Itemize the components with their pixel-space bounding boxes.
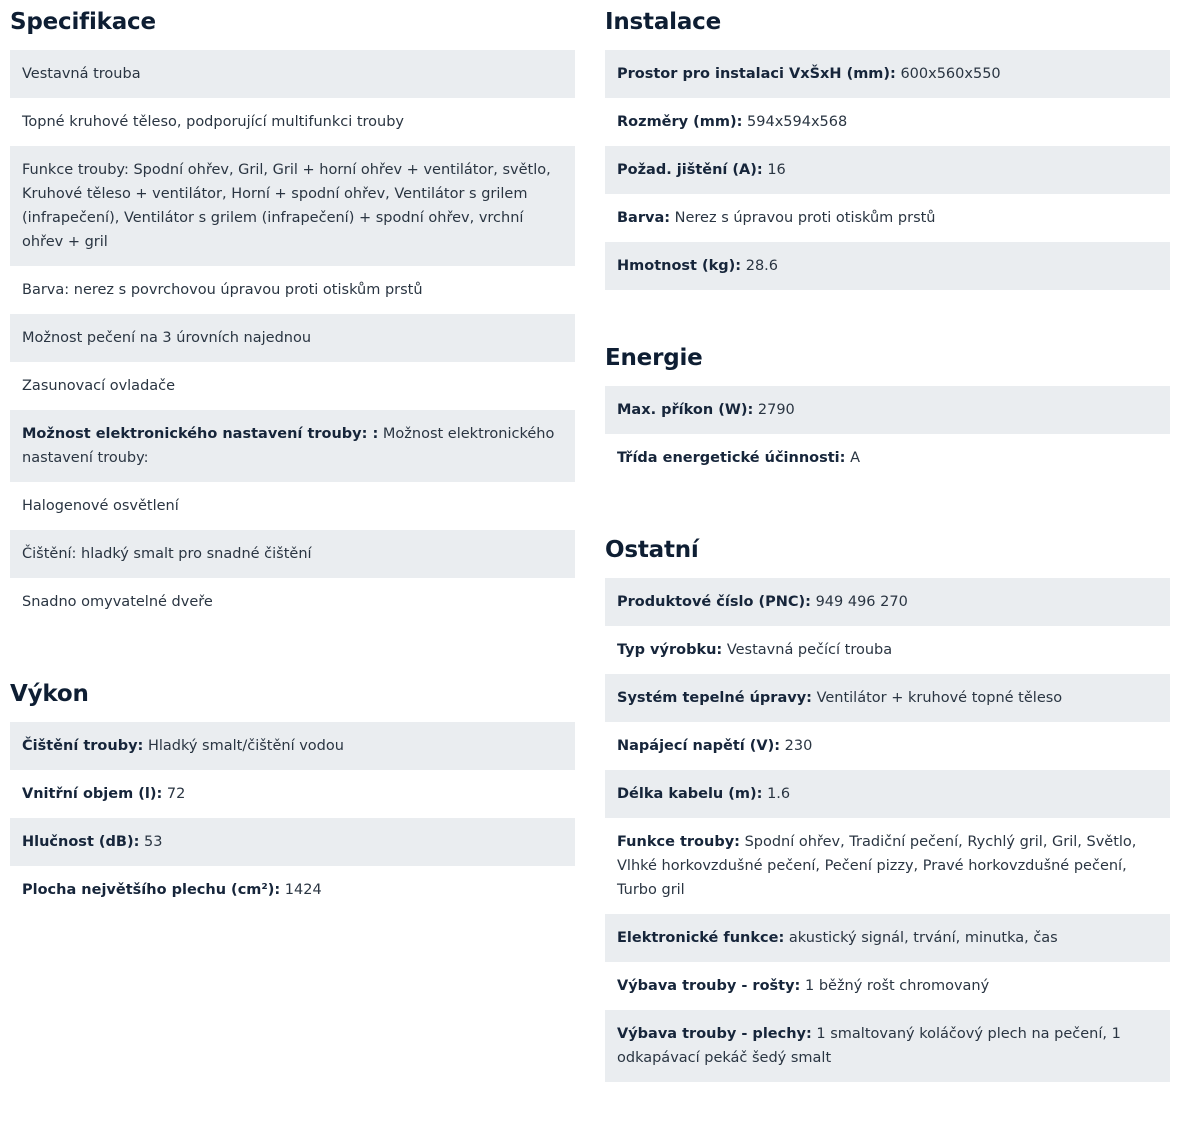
spec-value: Snadno omyvatelné dveře — [22, 594, 213, 610]
spec-value: Halogenové osvětlení — [22, 498, 179, 514]
spec-value: Vestavná pečící trouba — [726, 642, 893, 658]
spec-label: Barva: — [617, 210, 671, 226]
section-specifikace — [10, 0, 575, 626]
spec-row — [10, 410, 575, 482]
spec-label: Funkce trouby: — [617, 834, 740, 850]
spec-label: Vnitřní objem (l): — [22, 786, 163, 802]
spec-value: Hladký smalt/čištění vodou — [147, 738, 344, 754]
spec-label: Max. příkon (W): — [617, 402, 754, 418]
spec-value: Ventilátor + kruhové topné těleso — [816, 690, 1063, 706]
spec-label: Typ výrobku: — [617, 642, 723, 658]
spec-label: Systém tepelné úpravy: — [617, 690, 812, 706]
spec-label: Prostor pro instalaci VxŠxH (mm): — [617, 66, 896, 82]
spec-label: Plocha největšího plechu (cm²): — [22, 882, 281, 898]
spec-row — [10, 314, 575, 362]
spec-value: 16 — [767, 162, 786, 178]
spec-label: Napájecí napětí (V): — [617, 738, 781, 754]
spec-label: Výbava trouby - rošty: — [617, 978, 801, 994]
section-title: Specifikace — [10, 9, 156, 35]
spec-value: 230 — [784, 738, 813, 754]
spec-row — [10, 530, 575, 578]
spec-row — [605, 722, 1170, 770]
spec-value: 53 — [144, 834, 163, 850]
spec-value: 1424 — [284, 882, 322, 898]
spec-value: Nerez s úpravou proti otiskům prstů — [674, 210, 936, 226]
right-column — [605, 0, 1170, 1128]
spec-value: 594x594x568 — [747, 114, 848, 130]
spec-value: Zasunovací ovladače — [22, 378, 176, 394]
spec-list — [10, 722, 575, 914]
spec-row — [605, 146, 1170, 194]
section-title: Instalace — [605, 9, 721, 35]
spec-row — [605, 578, 1170, 626]
spec-row — [10, 722, 575, 770]
spec-row — [10, 482, 575, 530]
spec-row — [10, 866, 575, 914]
spec-value: Možnost elektronického nastavení trouby: — [22, 426, 555, 466]
spec-row — [605, 914, 1170, 962]
left-column — [10, 0, 575, 960]
section-title: Energie — [605, 345, 703, 371]
spec-label: Elektronické funkce: — [617, 930, 785, 946]
spec-row — [605, 818, 1170, 914]
spec-row — [605, 962, 1170, 1010]
spec-label: Požad. jištění (A): — [617, 162, 763, 178]
spec-value: Barva: nerez s povrchovou úpravou proti otiskům prstů — [22, 282, 423, 298]
spec-value: Spodní ohřev, Tradiční pečení, Rychlý gril, Gril, Světlo, Vlhké horkovzdušné pečení, Pečení pizzy, Pravé horkovzdušné pečení, Turbo gril — [617, 834, 1137, 898]
spec-label: Hmotnost (kg): — [617, 258, 742, 274]
spec-row — [605, 98, 1170, 146]
spec-value: 1 běžný rošt chromovaný — [804, 978, 990, 994]
spec-value: A — [850, 450, 860, 466]
spec-label: Možnost elektronického nastavení trouby: : — [22, 426, 379, 442]
spec-row — [10, 770, 575, 818]
spec-value: Vestavná trouba — [22, 66, 141, 82]
spec-value: 600x560x550 — [900, 66, 1001, 82]
spec-row — [605, 434, 1170, 482]
spec-row — [10, 362, 575, 410]
spec-row — [10, 818, 575, 866]
section-energie — [605, 336, 1170, 482]
spec-list — [605, 50, 1170, 290]
spec-row — [10, 98, 575, 146]
spec-row — [10, 146, 575, 266]
spec-list — [605, 578, 1170, 1082]
section-title: Ostatní — [605, 537, 699, 563]
spec-label: Rozměry (mm): — [617, 114, 743, 130]
section-title: Výkon — [10, 681, 89, 707]
spec-value: 28.6 — [745, 258, 779, 274]
spec-row — [10, 50, 575, 98]
spec-label: Výbava trouby - plechy: — [617, 1026, 812, 1042]
spec-list — [605, 386, 1170, 482]
spec-row — [605, 626, 1170, 674]
spec-row — [605, 770, 1170, 818]
spec-label: Třída energetické účinnosti: — [617, 450, 846, 466]
spec-label: Hlučnost (dB): — [22, 834, 140, 850]
spec-value: 72 — [166, 786, 186, 802]
spec-value: 1 smaltovaný koláčový plech na pečení, 1 odkapávací pekáč šedý smalt — [617, 1026, 1121, 1066]
spec-value: 949 496 270 — [815, 594, 908, 610]
spec-value: Topné kruhové těleso, podporující multifunkci trouby — [22, 114, 405, 130]
spec-row — [605, 50, 1170, 98]
spec-label: Produktové číslo (PNC): — [617, 594, 811, 610]
spec-label: Délka kabelu (m): — [617, 786, 763, 802]
spec-row — [605, 674, 1170, 722]
section-ostatni — [605, 528, 1170, 1082]
spec-value: Funkce trouby: Spodní ohřev, Gril, Gril + horní ohřev + ventilátor, světlo, Kruhové těleso + ventilátor, Horní + spodní ohřev, Ventilátor s grilem (infrapečení), Ventilátor s grilem (infrapečení) + spodní ohřev, vrchní ohřev + gril — [22, 162, 551, 250]
spec-value: 2790 — [757, 402, 795, 418]
spec-value: Čištění: hladký smalt pro snadné čištění — [22, 546, 312, 562]
spec-row — [605, 194, 1170, 242]
spec-label: Čištění trouby: — [22, 738, 144, 754]
spec-row — [10, 578, 575, 626]
section-instalace — [605, 0, 1170, 290]
spec-value: akustický signál, trvání, minutka, čas — [788, 930, 1058, 946]
section-vykon — [10, 672, 575, 914]
spec-row — [605, 1010, 1170, 1082]
spec-row — [605, 242, 1170, 290]
spec-list — [10, 50, 575, 626]
spec-value: 1.6 — [767, 786, 791, 802]
spec-value: Možnost pečení na 3 úrovních najednou — [22, 330, 312, 346]
spec-row — [605, 386, 1170, 434]
spec-row — [10, 266, 575, 314]
